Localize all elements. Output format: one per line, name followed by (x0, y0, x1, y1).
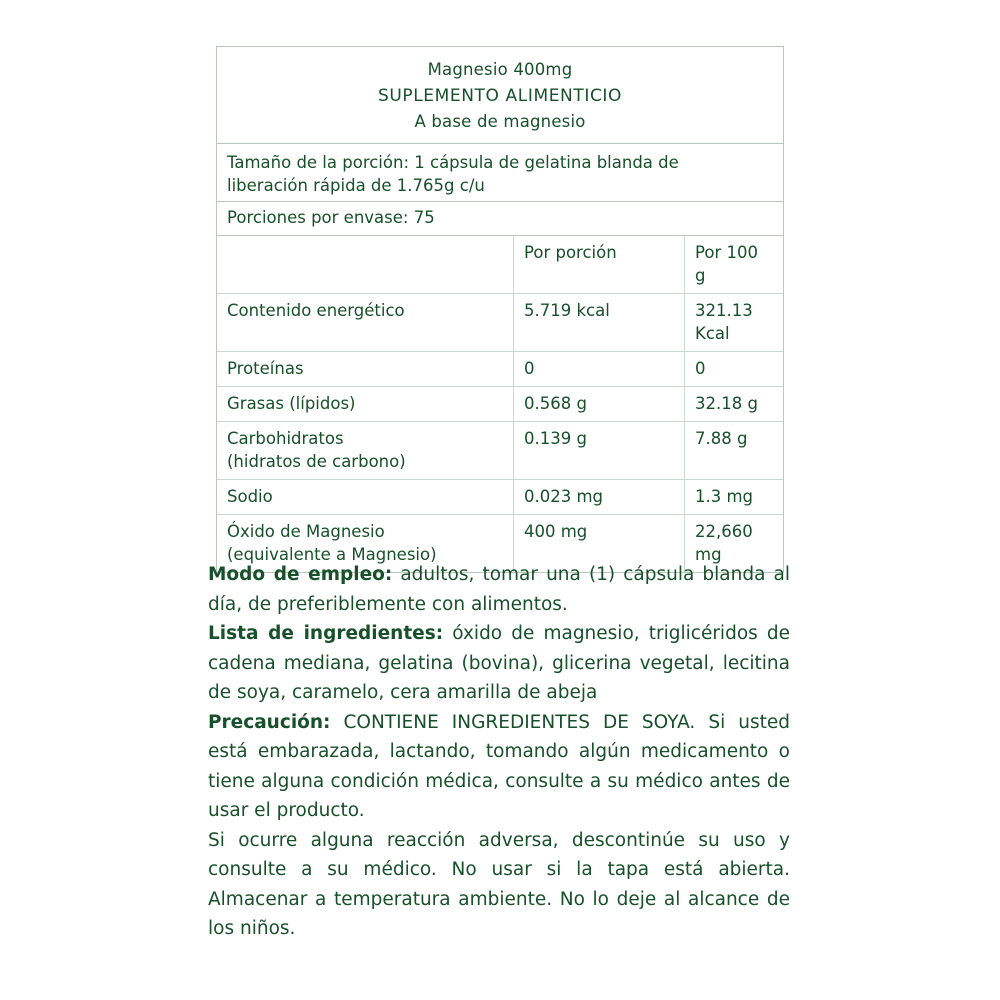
caution-label: Precaución: (208, 711, 331, 733)
nutrient-name-secondary: (equivalente a Magnesio) (227, 545, 437, 564)
nutrient-per-serving: 0 (514, 352, 685, 387)
nutrient-per-100g: 22,660 mg (685, 515, 784, 573)
label-body-text (208, 560, 790, 944)
table-row (217, 480, 783, 515)
nutrient-name: Óxido de Magnesio (227, 522, 385, 541)
nutrition-table (217, 236, 783, 572)
nutrient-per-serving: 5.719 kcal (514, 294, 685, 352)
usage-label: Modo de empleo: (208, 564, 393, 585)
ingredients-text: óxido de magnesio, triglicéridos de cadena mediana, gelatina (bovina), glicerina vegetal, lecitina de soya, caramelo, cera amarilla de abeja (208, 623, 791, 703)
nutrient-per-100g: 0 (685, 352, 784, 387)
product-title: Magnesio 400mg (427, 60, 573, 79)
header-per-100g: Por 100 g (685, 236, 784, 294)
warning-paragraph (208, 826, 790, 944)
table-row (217, 294, 783, 352)
nutrient-per-serving: 400 mg (514, 515, 685, 573)
serving-size (217, 144, 783, 202)
table-row (217, 387, 783, 422)
nutrient-per-serving: 0.568 g (514, 387, 685, 422)
nutrient-per-serving: 0.023 mg (514, 480, 685, 515)
serving-size-line2: liberación rápida de 1.765g c/u (227, 176, 485, 195)
usage-text: adultos, tomar una (1) cápsula blanda al día, de preferiblemente con alimentos. (208, 564, 791, 615)
nutrient-per-100g: 32.18 g (685, 387, 784, 422)
header-per-serving: Por porción (514, 236, 685, 294)
nutrient-name: Sodio (227, 487, 273, 506)
nutrient-per-serving: 0.139 g (514, 422, 685, 480)
table-header-row (217, 236, 783, 294)
nutrient-name: Grasas (lípidos) (227, 394, 356, 413)
nutrient-per-100g: 7.88 g (685, 422, 784, 480)
portions-per-container: Porciones por envase: 75 (217, 202, 783, 236)
warning-text: Si ocurre alguna reacción adversa, descontinúe su uso y consulte a su médico. No usar si la tapa está abierta. Almacenar a temperatura ambiente. No lo deje al alcance de los niños. (208, 829, 790, 939)
table-row (217, 352, 783, 387)
ingredients-label: Lista de ingredientes: (208, 623, 444, 644)
product-basis: A base de magnesio (414, 112, 586, 131)
ingredients-paragraph (208, 619, 790, 708)
caution-paragraph (208, 708, 790, 826)
product-subtitle: SUPLEMENTO ALIMENTICIO (377, 86, 623, 106)
nutrient-per-100g: 1.3 mg (685, 480, 784, 515)
caution-text: CONTIENE INGREDIENTES DE SOYA. Si usted está embarazada, lactando, tomando algún medicamento o tiene alguna condición médica, consulte a su médico antes de usar el producto. (208, 711, 790, 821)
panel-header (217, 47, 783, 144)
nutrient-name: Proteínas (227, 359, 304, 378)
nutrient-name-secondary: (hidratos de carbono) (227, 452, 406, 471)
table-row (217, 422, 783, 480)
serving-size-line1: Tamaño de la porción: 1 cápsula de gelatina blanda de (227, 153, 679, 172)
header-nutrient (217, 236, 514, 294)
usage-paragraph (208, 560, 790, 619)
nutrition-facts-panel (216, 46, 784, 573)
nutrient-per-100g: 321.13 Kcal (695, 301, 753, 343)
nutrient-name: Carbohidratos (227, 429, 344, 448)
nutrient-name: Contenido energético (227, 301, 405, 320)
